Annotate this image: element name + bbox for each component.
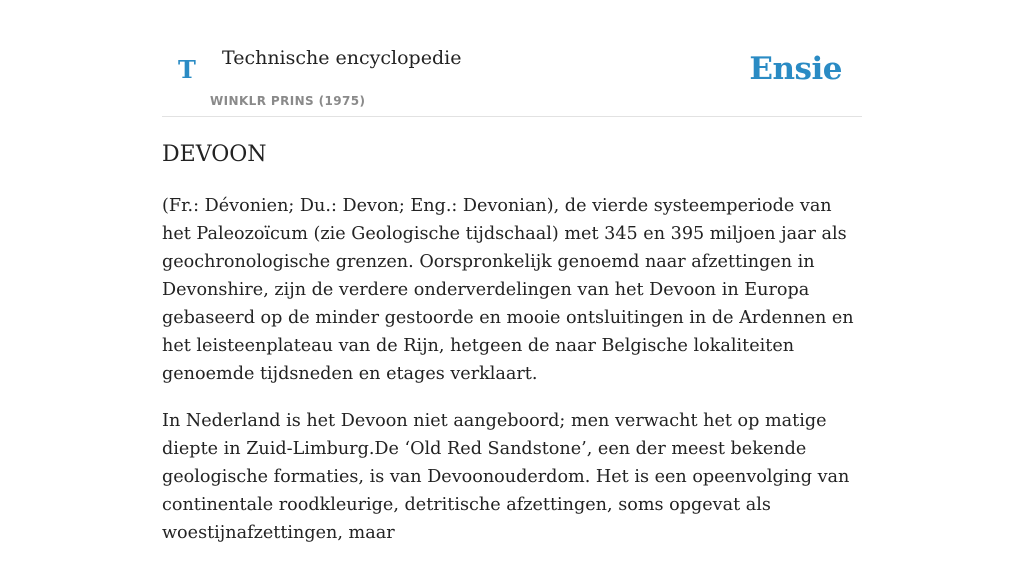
book-title-link[interactable]: Technische encyclopedie	[222, 47, 462, 69]
entry-title: DEVOON	[162, 142, 267, 167]
book-subtitle: WINKLR PRINS (1975)	[210, 94, 366, 108]
entry-paragraph-2: In Nederland is het Devoon niet aangeboord; men verwacht het op matige diepte in Zuid-Limburg.De ‘Old Red Sandstone’, een der meest bekende geologische formaties, is van Devoonouderdom. Het is een opeenvolging van continentale roodkleurige, detritische afzettingen, soms opgevat als woestijnafzettingen, maar	[162, 411, 850, 543]
entry-content	[162, 192, 862, 566]
book-header	[162, 0, 862, 117]
ensie-logo-link[interactable]: Ensie	[749, 51, 842, 87]
book-logo-link[interactable]: T	[178, 55, 196, 84]
entry-paragraph-1: (Fr.: Dévonien; Du.: Devon; Eng.: Devonian), de vierde systeemperiode van het Paleozoïcum (zie Geologische tijdschaal) met 345 en 395 miljoen jaar als geochronologische grenzen. Oorspronkelijk genoemd naar afzettingen in Devonshire, zijn de verdere onderverdelingen van het Devoon in Europa gebaseerd op de minder gestoorde en mooie ontsluitingen in de Ardennen en het leisteenplateau van de Rijn, hetgeen de naar Belgische lokaliteiten genoemde tijdsneden en etages verklaart.	[162, 196, 854, 384]
